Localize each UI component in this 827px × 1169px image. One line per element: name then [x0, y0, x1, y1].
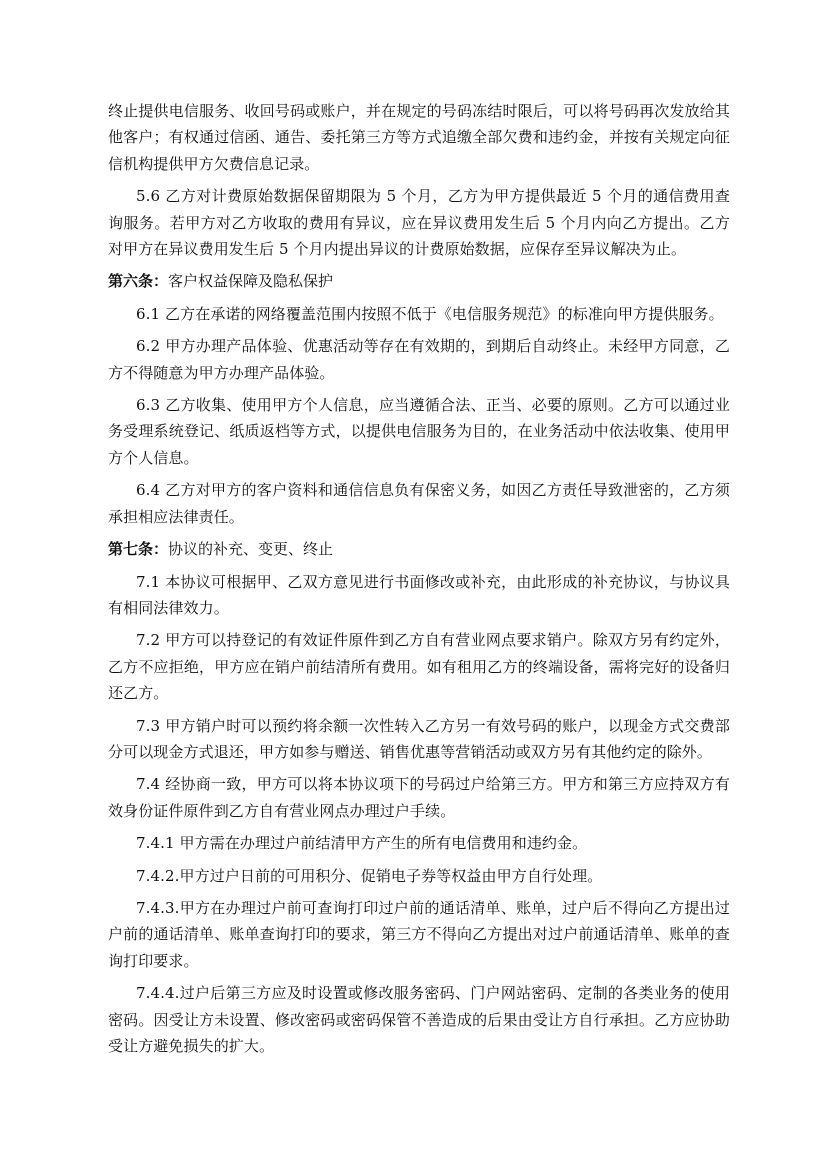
clause-6-1: 6.1 乙方在承诺的网络覆盖范围内按照不低于《电信服务规范》的标准向甲方提供服务。: [136, 304, 724, 323]
article-6-title: 客户权益保障及隐私保护: [168, 272, 334, 291]
clause-7-1: 7.1 本协议可根据甲、乙双方意见进行书面修改或补充，由此形成的补充协议，与协议具有相同法律效力。: [108, 572, 730, 617]
clause-7-2: 7.2 甲方可以持登记的有效证件原件到乙方自有营业网点要求销户。除双方另有约定外，乙方不应拒绝，甲方应在销户前结清所有费用。如有租用乙方的终端设备，需将完好的设备归还乙方。: [108, 631, 730, 703]
clause-6-3: 6.3 乙方收集、使用甲方个人信息，应当遵循合法、正当、必要的原则。乙方可以通过业务受理系统登记、纸质返档等方式，以提供电信服务为目的，在业务活动中依法收集、使用甲方个人信息。: [108, 396, 730, 467]
document-body: [108, 98, 730, 1065]
article-7-label: 第七条：: [108, 540, 169, 559]
article-6-heading: [108, 268, 730, 294]
clause-7-4-1: 7.4.1 甲方需在办理过户前结清甲方产生的所有电信费用和违约金。: [136, 834, 588, 853]
clause-7-3: 7.3 甲方销户时可以预约将余额一次性转入乙方另一有效号码的账户，以现金方式交费部分可以现金方式退还，甲方如参与赠送、销售优惠等营销活动或双方另有其他约定的除外。: [108, 716, 730, 761]
clause-7-4-3: 7.4.3.甲方在办理过户前可查询打印过户前的通话清单、账单，过户后不得向乙方提出过户前的通话清单、账单查询打印的要求，第三方不得向乙方提出对过户前通话清单、账单的查询打印要求。: [108, 898, 730, 970]
clause-6-2: 6.2 甲方办理产品体验、优惠活动等存在有效期的，到期后自动终止。未经甲方同意，乙方不得随意为甲方办理产品体验。: [108, 337, 730, 382]
clause-7-4-2: 7.4.2.甲方过户日前的可用积分、促销电子券等权益由甲方自行处理。: [136, 866, 603, 885]
paragraph-continuation: 终止提供电信服务、收回号码或账户，并在规定的号码冻结时限后，可以将号码再次发放给其他客户；有权通过信函、通告、委托第三方等方式追缴全部欠费和违约金，并按有关规定向征信机构提供甲方欠费信息记录。: [108, 102, 730, 173]
article-7-heading: [108, 536, 730, 562]
clause-7-4-4: 7.4.4.过户后第三方应及时设置或修改服务密码、门户网站密码、定制的各类业务的使用密码。因受让方未设置、修改密码或密码保管不善造成的后果由受让方自行承担。乙方应协助受让方避免损失的扩大。: [108, 984, 730, 1055]
clause-5-6: 5.6 乙方对计费原始数据保留期限为 5 个月，乙方为甲方提供最近 5 个月的通信费用查询服务。若甲方对乙方收取的费用有异议，应在异议费用发生后 5 个月内向乙方提出。乙方对甲方在异议费用发生后 5 个月内提出异议的计费原始数据，应保存至异议解决为止。: [108, 187, 730, 259]
article-7-title: 协议的补充、变更、终止: [168, 540, 334, 559]
article-6-label: 第六条：: [108, 272, 169, 291]
clause-7-4: 7.4 经协商一致，甲方可以将本协议项下的号码过户给第三方。甲方和第三方应持双方有效身份证件原件到乙方自有营业网点办理过户手续。: [108, 775, 730, 820]
clause-6-4: 6.4 乙方对甲方的客户资料和通信信息负有保密义务，如因乙方责任导致泄密的，乙方须承担相应法律责任。: [108, 481, 730, 526]
